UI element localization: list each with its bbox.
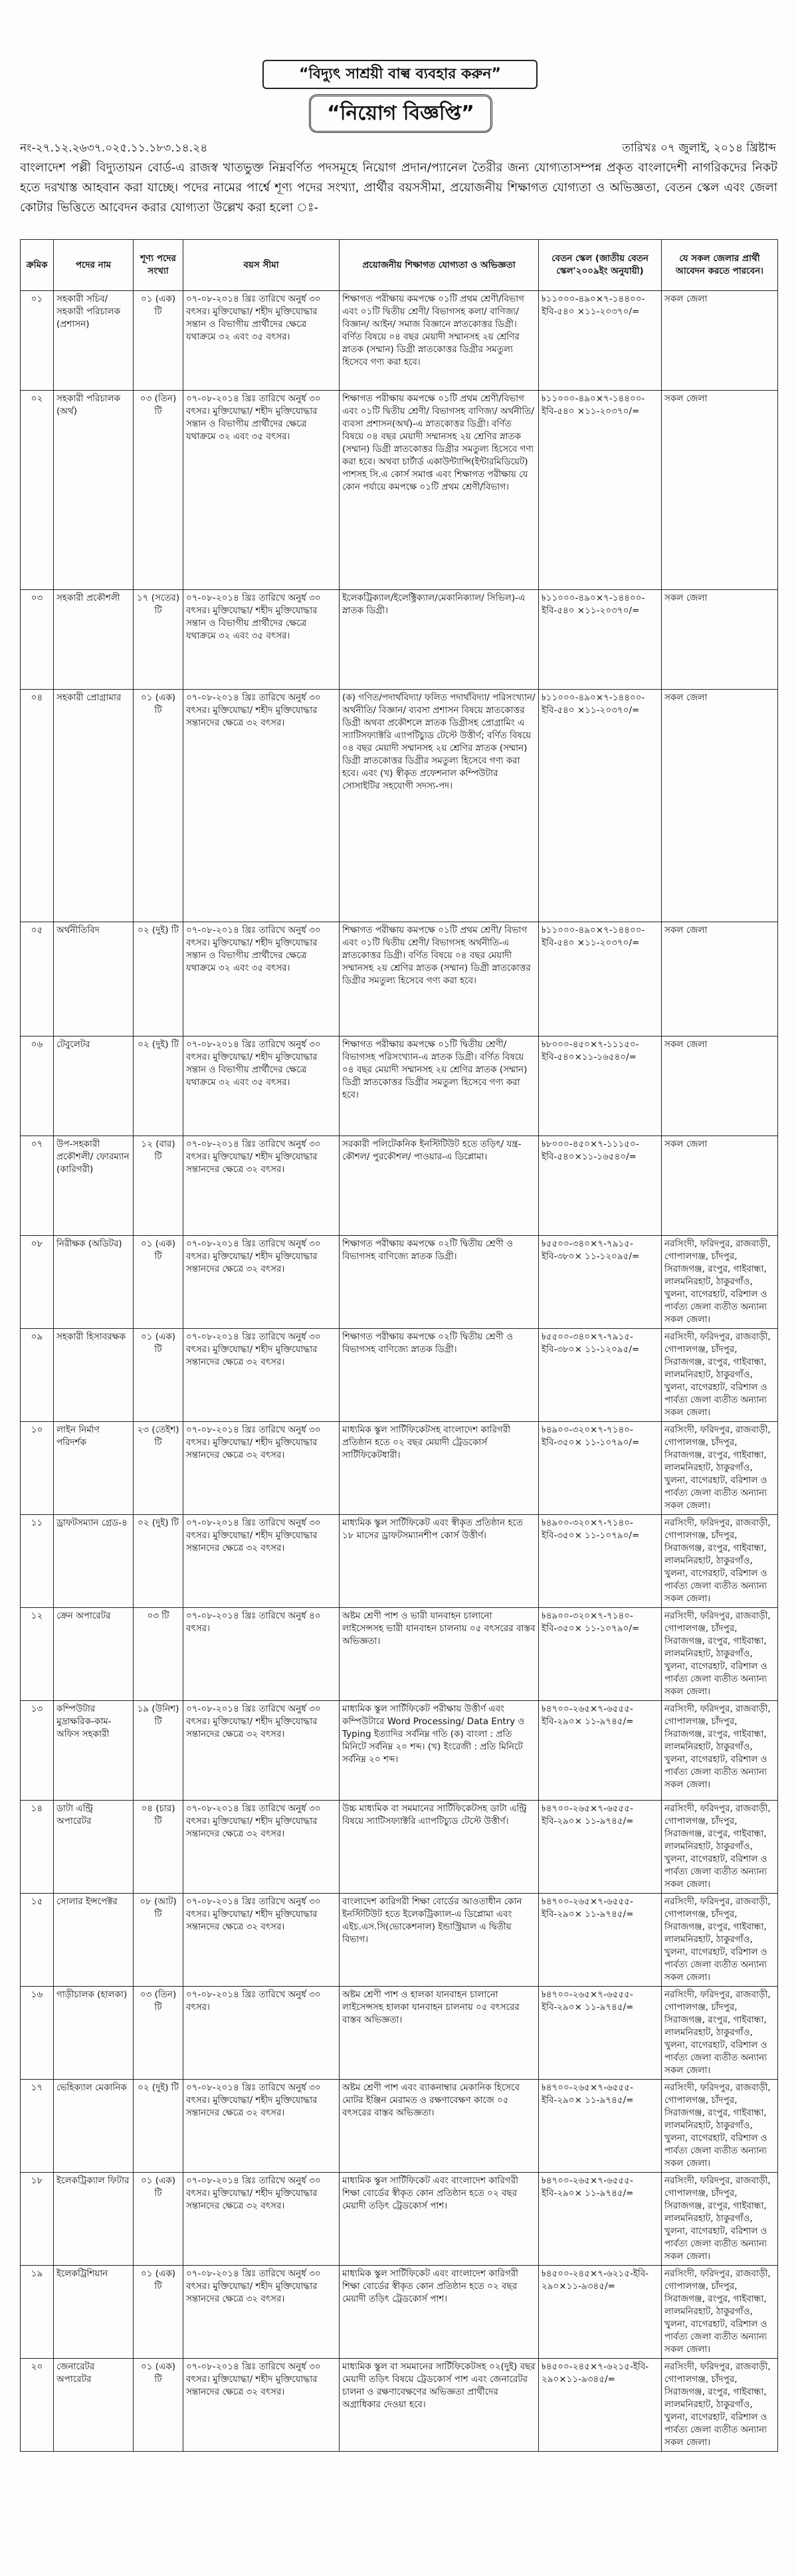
header-age: বয়স সীমা (183, 240, 340, 291)
cell-age: ০৭-০৮-২০১৪ খ্রিঃ তারিখে অনুর্ধ ৩০ বৎসর। মুক্তিযোদ্ধা/ শহীদ মুক্তিযোদ্ধার সন্তানদের ক্ষেত্রে ৩২ বৎসর। (183, 1329, 340, 1422)
cell-vacancy: ০১ (এক) টি (134, 1329, 183, 1422)
table-row (21, 590, 778, 690)
cell-qualification: অষ্টম শ্রেণী পাশ ও হালকা যানবাহন চালানো লাইসেন্সসহ হালকা যানবাহন চালনায় ০৫ বৎসরের বাস্তব অভিজ্ঞতা। (340, 1987, 539, 2080)
cell-scale: ৳৪৯০০-৩২০×৭-৭১৪০-ইবি-৩৫০× ১১-১০৭৯০/= (539, 1515, 662, 1608)
intro-paragraph: বাংলাদেশ পল্লী বিদ্যুতায়ন বোর্ড-এ রাজস্ব খাতভুক্ত নিম্নবর্ণিত পদসমূহে নিয়োগ প্রদান/প্যানেল তৈরীর জন্য যোগ্যতাসম্পন্ন প্রকৃত বাংলাদেশী নাগরিকদের নিকট হতে দরখাস্ত আহবান করা যাচ্ছে। পদের নামের পার্শ্বে শূণ্য পদের সংখ্যা, প্রার্থীর বয়সসীমা, প্রয়োজনীয় শিক্ষাগত যোগ্যতা ও অভিজ্ঞতা, বেতন স্কেল এবং জেলা কোটার ভিত্তিতে আবেদন করার যোগ্যতা উল্লেখ করা হলো ঃ- (20, 161, 777, 215)
cell-qualification: উচ্চ মাধ্যমিক বা সমমানের সার্টিফিকেটসহ ডাটা এন্ট্রি বিষয়ে স্যাটিসফ্যাক্টরি এ্যাপটিচ্যুড টেস্টে উত্তীর্ণ। (340, 1801, 539, 1894)
cell-vacancy: ০২ (দুই) টি (134, 1037, 183, 1136)
table-row (21, 1701, 778, 1801)
cell-district: সকল জেলা (662, 391, 778, 590)
cell-serial: ০৯ (21, 1329, 54, 1422)
cell-district: নরসিংদী, ফরিদপুর, রাজবাড়ী, গোপালগঞ্জ, চাঁদপুর, সিরাজগঞ্জ, রংপুর, গাইবান্ধা, লালমনিরহাট, ঠাকুরগাঁও, খুলনা, বাগেরহাট, বরিশাল ও পার্বত্য জেলা ব্যতীত অন্যান্য সকল জেলা। (662, 1422, 778, 1515)
cell-qualification: মাধ্যমিক স্কুল সার্টিফিকেট এবং স্বীকৃত প্রতিষ্ঠান হতে ১৮ মাসের ড্রাফটসম্যানশীপ কোর্স উত্তীর্ণ। (340, 1515, 539, 1608)
cell-vacancy: ১৯ (উনিশ) টি (134, 1701, 183, 1801)
cell-scale: ৳৪৭০০-২৬৫×৭-৬৫৫৫-ইবি-২৯০× ১১-৯৭৪৫/= (539, 1701, 662, 1801)
slogan-banner: “বিদ্যুৎ সাশ্রয়ী বাল্ব ব্যবহার করুন” (262, 60, 538, 89)
cell-vacancy: ০২ (দুই) টি (134, 922, 183, 1037)
table-row (21, 1037, 778, 1136)
cell-vacancy: ০৮ (আট) টি (134, 1894, 183, 1987)
cell-age: ০৭-০৮-২০১৪ খ্রিঃ তারিখে অনুর্ধ ৩০ বৎসর। মুক্তিযোদ্ধা/ শহীদ মুক্তিযোদ্ধার সন্তানদের ক্ষেত্রে ৩২ বৎসর। (183, 2173, 340, 2266)
cell-scale: ৳৪৭০০-২৬৫×৭-৬৫৫৫-ইবি-২৯০× ১১-৯৭৪৫/= (539, 2080, 662, 2173)
cell-age: ০৭-০৮-২০১৪ খ্রিঃ তারিখে অনুর্ধ ৩০ বৎসর। মুক্তিযোদ্ধা/ শহীদ মুক্তিযোদ্ধার সন্তানদের ক্ষেত্রে ৩২ বৎসর। (183, 1801, 340, 1894)
cell-district: নরসিংদী, ফরিদপুর, রাজবাড়ী, গোপালগঞ্জ, চাঁদপুর, সিরাজগঞ্জ, রংপুর, গাইবান্ধা, লালমনিরহাট, ঠাকুরগাঁও, খুলনা, বাগেরহাট, বরিশাল ও পার্বত্য জেলা ব্যতীত অন্যান্য সকল জেলা। (662, 1801, 778, 1894)
cell-district: নরসিংদী, ফরিদপুর, রাজবাড়ী, গোপালগঞ্জ, চাঁদপুর, সিরাজগঞ্জ, রংপুর, গাইবান্ধা, লালমনিরহাট, ঠাকুরগাঁও, খুলনা, বাগেরহাট, বরিশাল ও পার্বত্য জেলা ব্যতীত অন্যান্য সকল জেলা। (662, 2359, 778, 2452)
cell-post: ডাটা এন্ট্রি অপারেটর (54, 1801, 134, 1894)
table-row (21, 1894, 778, 1987)
cell-post: অর্থনীতিবিদ (54, 922, 134, 1037)
cell-qualification: মাধ্যমিক স্কুল সার্টিফিকেট পরীক্ষায় উত্তীর্ণ এবং কম্পিউটারে Word Processing/ Data Entry ও Typing ইত্যাদির সর্বনিম্ন গতি (ক) বাংলা : প্রতি মিনিটে সর্বনিম্ন ২০ শব্দ। (খ) ইংরেজী : প্রতি মিনিটে সর্বনিম্ন ২০ শব্দ। (340, 1701, 539, 1801)
cell-district: নরসিংদী, ফরিদপুর, রাজবাড়ী, গোপালগঞ্জ, চাঁদপুর, সিরাজগঞ্জ, রংপুর, গাইবান্ধা, লালমনিরহাট, ঠাকুরগাঁও, খুলনা, বাগেরহাট, বরিশাল ও পার্বত্য জেলা ব্যতীত অন্যান্য সকল জেলা। (662, 1329, 778, 1422)
cell-post: লাইন নির্মাণ পরিদর্শক (54, 1422, 134, 1515)
cell-scale: ৳৮০০০-৪৫০×৭-১১১৫০-ইবি-৫৪০×১১-১৬৫৪০/= (539, 1037, 662, 1136)
cell-scale: ৳৪৭০০-২৬৫×৭-৬৫৫৫-ইবি-২৯০× ১১-৯৭৪৫/= (539, 1801, 662, 1894)
cell-scale: ৳৫৫০০-৩৪০×৭-৭৯১৫-ইবি-৩৮০× ১১-১২০৯৫/= (539, 1236, 662, 1329)
cell-post: সহকারী পরিচালক (অর্থ) (54, 391, 134, 590)
cell-age: ০৭-০৮-২০১৪ খ্রিঃ তারিখে অনুর্ধ ৩০ বৎসর। মুক্তিযোদ্ধা/ শহীদ মুক্তিযোদ্ধার সন্তান ও বিভাগীয় প্রার্থীদের ক্ষেত্রে যথাক্রমে ৩২ এবং ৩৫ বৎসর। (183, 590, 340, 690)
cell-serial: ০৪ (21, 690, 54, 922)
cell-serial: ০৫ (21, 922, 54, 1037)
header-qualification: প্রয়োজনীয় শিক্ষাগত যোগ্যতা ও অভিজ্ঞতা (340, 240, 539, 291)
cell-district: নরসিংদী, ফরিদপুর, রাজবাড়ী, গোপালগঞ্জ, চাঁদপুর, সিরাজগঞ্জ, রংপুর, গাইবান্ধা, লালমনিরহাট, ঠাকুরগাঁও, খুলনা, বাগেরহাট, বরিশাল ও পার্বত্য জেলা ব্যতীত অন্যান্য সকল জেলা। (662, 1236, 778, 1329)
cell-serial: ১৯ (21, 2266, 54, 2359)
cell-post: ভেহিক্যাল মেকানিক (54, 2080, 134, 2173)
cell-scale: ৳১১০০০-৪৯০×৭-১৪৪০০-ইবি-৫৪০ ×১১-২০৩৭০/= (539, 922, 662, 1037)
cell-post: জেনারেটর অপারেটর (54, 2359, 134, 2452)
cell-scale: ৳১১০০০-৪৯০×৭-১৪৪০০-ইবি-৫৪০ ×১১-২০৩৭০/= (539, 391, 662, 590)
cell-serial: ১৬ (21, 1987, 54, 2080)
cell-scale: ৳১১০০০-৪৯০×৭-১৪৪০০-ইবি-৫৪০ ×১১-২০৩৭০/= (539, 291, 662, 391)
page-title: “নিয়োগ বিজ্ঞপ্তি” (309, 94, 492, 133)
table-row (21, 391, 778, 590)
cell-qualification: মাধ্যমিক স্কুল সার্টিফিকেটসহ বাংলাদেশ কারিগরী প্রতিষ্ঠান হতে ০২ বছর মেয়াদী ট্রেডকোর্স সার্টিফিকেটধারী। (340, 1422, 539, 1515)
header-post: পদের নাম (54, 240, 134, 291)
table-row (21, 690, 778, 922)
cell-district: সকল জেলা (662, 1037, 778, 1136)
cell-age: ০৭-০৮-২০১৪ খ্রিঃ তারিখে অনুর্ধ ৩০ বৎসর। মুক্তিযোদ্ধা/ শহীদ মুক্তিযোদ্ধার সন্তানদের ক্ষেত্রে ৩২ বৎসর। (183, 1422, 340, 1515)
cell-qualification: ইলেকট্রিক্যাল/ইলেক্ট্রিক্যাল/মেকানিক্যাল/ সিভিল)-এ স্নাতক ডিগ্রী। (340, 590, 539, 690)
cell-age: ০৭-০৮-২০১৪ খ্রিঃ তারিখে অনুর্ধ ৩০ বৎসর। মুক্তিযোদ্ধা/ শহীদ মুক্তিযোদ্ধার সন্তানদের ক্ষেত্রে ৩২ বৎসর। (183, 1236, 340, 1329)
cell-age: ০৭-০৮-২০১৪ খ্রিঃ তারিখে অনুর্ধ ৩০ বৎসর। মুক্তিযোদ্ধা/ শহীদ মুক্তিযোদ্ধার সন্তানদের ক্ষেত্রে ৩২ বৎসর। (183, 2080, 340, 2173)
cell-scale: ৳১১০০০-৪৯০×৭-১৪৪০০-ইবি-৫৪০ ×১১-২০৩৭০/= (539, 590, 662, 690)
cell-serial: ০৬ (21, 1037, 54, 1136)
cell-serial: ১৩ (21, 1701, 54, 1801)
cell-vacancy: ০১ (এক) টি (134, 291, 183, 391)
cell-post: ক্রেন অপারেটর (54, 1608, 134, 1701)
cell-district: সকল জেলা (662, 291, 778, 391)
cell-scale: ৳৪৭০০-২৬৫×৭-৬৫৫৫-ইবি-২৯০× ১১-৯৭৪৫/= (539, 1894, 662, 1987)
issue-date: তারিখঃ ০৭ জুলাই, ২০১৪ খ্রিষ্টাব্দ (622, 142, 776, 155)
cell-scale: ৳৪৯০০-৩২০×৭-৭১৪০-ইবি-৩৫০× ১১-১০৭৯০/= (539, 1608, 662, 1701)
cell-age: ০৭-০৮-২০১৪ খ্রিঃ তারিখে অনুর্ধ ৩০ বৎসর। মুক্তিযোদ্ধা/ শহীদ মুক্তিযোদ্ধার সন্তানদের ক্ষেত্রে ৩২ বৎসর। (183, 690, 340, 922)
cell-post: সহকারী প্রকৌশলী (54, 590, 134, 690)
cell-qualification: (ক) গণিত/পদার্থবিদ্যা/ ফলিত পদার্থবিদ্যা/ পরিসংখ্যান/ অর্থনীতি/ বিজ্ঞান/ ব্যবসা প্রশাসন বিষয়ে স্নাতকোত্তর ডিগ্রী অথবা প্রকৌশলে স্নাতক ডিগ্রীসহ প্রোগ্রামিং এ স্যাটিসফ্যাক্টরি এ্যাপটিচ্যুড টেস্টে উত্তীর্ণ; বর্ণিত বিষয়ে ০৪ বছর মেয়াদী সম্মানসহ ২য় শ্রেণির স্নাতক (সম্মান) ডিগ্রী স্নাতকোত্তর ডিগ্রীর সমতুল্য হিসেবে গণ্য করা হবে। এবং (খ) স্বীকৃত প্রফেশনাল কম্পিউটার সোসাইটির সহযোগী সদস্য-পদ। (340, 690, 539, 922)
cell-serial: ০২ (21, 391, 54, 590)
cell-district: সকল জেলা (662, 922, 778, 1037)
cell-serial: ১২ (21, 1608, 54, 1701)
table-row (21, 1236, 778, 1329)
cell-age: ০৭-০৮-২০১৪ খ্রিঃ তারিখে অনুর্ধ ৩০ বৎসর। মুক্তিযোদ্ধা/ শহীদ মুক্তিযোদ্ধার সন্তানদের ক্ষেত্রে ৩২ বৎসর। (183, 1515, 340, 1608)
table-row (21, 922, 778, 1037)
cell-scale: ৳৫৫০০-৩৪০×৭-৭৯১৫-ইবি-৩৮০× ১১-১২০৯৫/= (539, 1329, 662, 1422)
cell-district: সকল জেলা (662, 590, 778, 690)
cell-age: ০৭-০৮-২০১৪ খ্রিঃ তারিখে অনুর্ধ ৪০ বৎসর। (183, 1608, 340, 1701)
cell-district: সকল জেলা (662, 690, 778, 922)
cell-age: ০৭-০৮-২০১৪ খ্রিঃ তারিখে অনুর্ধ ৩০ বৎসর। মুক্তিযোদ্ধা/ শহীদ মুক্তিযোদ্ধার সন্তানদের ক্ষেত্রে ৩২ বৎসর। (183, 1701, 340, 1801)
cell-post: ড্রাফটসম্যান গ্রেড-৪ (54, 1515, 134, 1608)
cell-vacancy: ১৭ (সতের) টি (134, 590, 183, 690)
cell-vacancy: ১২ (বার) টি (134, 1136, 183, 1236)
cell-serial: ১৭ (21, 2080, 54, 2173)
cell-age: ০৭-০৮-২০১৪ খ্রিঃ তারিখে অনুর্ধ ৩০ বৎসর। মুক্তিযোদ্ধা/ শহীদ মুক্তিযোদ্ধার সন্তান ও বিভাগীয় প্রার্থীদের ক্ষেত্রে যথাক্রমে ৩২ এবং ৩৫ বৎসর। (183, 391, 340, 590)
cell-district: নরসিংদী, ফরিদপুর, রাজবাড়ী, গোপালগঞ্জ, চাঁদপুর, সিরাজগঞ্জ, রংপুর, গাইবান্ধা, লালমনিরহাট, ঠাকুরগাঁও, খুলনা, বাগেরহাট, বরিশাল ও পার্বত্য জেলা ব্যতীত অন্যান্য সকল জেলা। (662, 1987, 778, 2080)
table-row (21, 2173, 778, 2266)
cell-qualification: শিক্ষাগত পরীক্ষায় কমপক্ষে ০২টি দ্বিতীয় শ্রেণী ও বিভাগসহ বাণিজ্যে স্নাতক ডিগ্রী। (340, 1329, 539, 1422)
cell-qualification: শিক্ষাগত পরীক্ষায় কমপক্ষে ০১টি দ্বিতীয় শ্রেণী/ বিভাগসহ পরিসংখ্যান-এ স্নাতক ডিগ্রী। বর্ণিত বিষয়ে ০৪ বছর মেয়াদী সম্মানসহ ২য় শ্রেণির স্নাতক (সম্মান) ডিগ্রী স্নাতকোত্তর ডিগ্রীর সমতুল্য হিসেবে গণ্য করা হবে। (340, 1037, 539, 1136)
table-row (21, 291, 778, 391)
cell-vacancy: ০৩ (তিন) টি (134, 391, 183, 590)
cell-scale: ৳৪৫০০-২৪৫×৭-৬২১৫-ইবি- ২৯০×১১-৯৩৪৫/= (539, 2266, 662, 2359)
cell-post: কম্পিউটার মুদ্রাক্ষরিক-কাম-অফিস সহকারী (54, 1701, 134, 1801)
cell-serial: ০১ (21, 291, 54, 391)
cell-scale: ৳৮০০০-৪৫০×৭-১১১৫০-ইবি-৫৪০×১১-১৬৫৪০/= (539, 1136, 662, 1236)
cell-serial: ১৫ (21, 1894, 54, 1987)
cell-post: গাড়ীচালক (হালকা) (54, 1987, 134, 2080)
cell-serial: ০৭ (21, 1136, 54, 1236)
cell-scale: ৳৪৭০০-২৬৫×৭-৬৫৫৫-ইবি-২৯০× ১১-৯৭৪৫/= (539, 2173, 662, 2266)
header-serial: ক্রমিক (21, 240, 54, 291)
cell-vacancy: ০১ (এক) টি (134, 2173, 183, 2266)
cell-age: ০৭-০৮-২০১৪ খ্রিঃ তারিখে অনুর্ধ ৩০ বৎসর। মুক্তিযোদ্ধা/ শহীদ মুক্তিযোদ্ধার সন্তান ও বিভাগীয় প্রার্থীদের ক্ষেত্রে যথাক্রমে ৩২ এবং ৩৫ বৎসর। (183, 1037, 340, 1136)
cell-district: সকল জেলা (662, 1136, 778, 1236)
cell-age: ০৭-০৮-২০১৪ খ্রিঃ তারিখে অনুর্ধ ৩০ বৎসর। মুক্তিযোদ্ধা/ শহীদ মুক্তিযোদ্ধার সন্তান ও বিভাগীয় প্রার্থীদের ক্ষেত্রে যথাক্রমে ৩২ এবং ৩৫ বৎসর। (183, 291, 340, 391)
cell-age: ০৭-০৮-২০১৪ খ্রিঃ তারিখে অনুর্ধ ৩০ বৎসর। মুক্তিযোদ্ধা/ শহীদ মুক্তিযোদ্ধার সন্তানদের ক্ষেত্রে ৩২ বৎসর। (183, 1136, 340, 1236)
cell-vacancy: ০২ (দুই) টি (134, 1515, 183, 1608)
cell-qualification: বাংলাদেশ কারিগরী শিক্ষা বোর্ডের আওতাধীন কোন ইনস্টিটিউট হতে ইলেকট্রিক্যাল-এ ডিপ্লোমা এবং এইচ.এস.সি(ভোকেশনাল) ইন্ডাস্ট্রিয়াল এ দ্বিতীয় বিভাগ। (340, 1894, 539, 1987)
cell-qualification: সরকারী পলিটেকনিক ইনস্টিটিউট হতে তড়িৎ/ যন্ত্র-কৌশল/ পুরকৌশল/ পাওয়ার-এ ডিপ্লোমা। (340, 1136, 539, 1236)
cell-vacancy: ০৩ টি (134, 1608, 183, 1701)
table-row (21, 1987, 778, 2080)
cell-serial: ১৮ (21, 2173, 54, 2266)
cell-qualification: মাধ্যমিক স্কুল সার্টিফিকেট এবং বাংলাদেশ কারিগরী শিক্ষা বোর্ডের স্বীকৃত কোন প্রতিষ্ঠান হতে ০২ বছর মেয়াদী তড়িৎ ট্রেডকোর্স পাশ। (340, 2266, 539, 2359)
cell-post: ইলেকট্রিশিয়ান (54, 2266, 134, 2359)
cell-post: সহকারী প্রোগ্রামার (54, 690, 134, 922)
cell-qualification: মাধ্যমিক স্কুল সার্টিফিকেট এবং বাংলাদেশ কারিগরী শিক্ষা বোর্ডের স্বীকৃত কোন প্রতিষ্ঠান হতে ০২ বছর মেয়াদী তড়িৎ ট্রেডকোর্স পাশ। (340, 2173, 539, 2266)
cell-qualification: মাধ্যমিক স্কুল বা সমমানের সার্টিফিকেটসহ ০২(দুই) বছর মেয়াদী তড়িৎ বিষয়ে ট্রেডকোর্স পাশ এবং জেনারেটর চালনা ও রক্ষণাবেক্ষণের অভিজ্ঞতা প্রার্থীদের অগ্রাধিকার দেওয়া হবে। (340, 2359, 539, 2452)
table-row (21, 2359, 778, 2452)
table-row (21, 1608, 778, 1701)
table-row (21, 1329, 778, 1422)
cell-serial: ১০ (21, 1422, 54, 1515)
cell-scale: ৳৪৯০০-৩২০×৭-৭১৪০-ইবি-৩৫০× ১১-১০৭৯০/= (539, 1422, 662, 1515)
header-scale: বেতন স্কেল (জাতীয় বেতন স্কেল'২০০৯ইং অনুযায়ী) (539, 240, 662, 291)
cell-vacancy: ০২ (দুই) টি (134, 2080, 183, 2173)
table-header-row (21, 240, 778, 291)
cell-district: নরসিংদী, ফরিদপুর, রাজবাড়ী, গোপালগঞ্জ, চাঁদপুর, সিরাজগঞ্জ, রংপুর, গাইবান্ধা, লালমনিরহাট, ঠাকুরগাঁও, খুলনা, বাগেরহাট, বরিশাল ও পার্বত্য জেলা ব্যতীত অন্যান্য সকল জেলা। (662, 2266, 778, 2359)
memo-number: নং-২৭.১২.২৬৩৭.০২৫.১১.১৮৩.১৪.২৪ (20, 142, 208, 155)
cell-post: সোলার ইন্সপেক্টর (54, 1894, 134, 1987)
cell-post: উপ-সহকারী প্রকৌশলী/ ফোরম্যান (কারিগরী) (54, 1136, 134, 1236)
cell-district: নরসিংদী, ফরিদপুর, রাজবাড়ী, গোপালগঞ্জ, চাঁদপুর, সিরাজগঞ্জ, রংপুর, গাইবান্ধা, লালমনিরহাট, ঠাকুরগাঁও, খুলনা, বাগেরহাট, বরিশাল ও পার্বত্য জেলা ব্যতীত অন্যান্য সকল জেলা। (662, 1701, 778, 1801)
cell-post: সহকারী হিসাবরক্ষক (54, 1329, 134, 1422)
table-row (21, 1136, 778, 1236)
cell-vacancy: ০১ (এক) টি (134, 1236, 183, 1329)
cell-age: ০৭-০৮-২০১৪ খ্রিঃ তারিখে অনুর্ধ ৩০ বৎসর। মুক্তিযোদ্ধা/ শহীদ মুক্তিযোদ্ধার সন্তান ও বিভাগীয় প্রার্থীদের ক্ষেত্রে যথাক্রমে ৩২ এবং ৩৫ বৎসর। (183, 922, 340, 1037)
vacancy-table (20, 239, 778, 2452)
table-row (21, 2266, 778, 2359)
cell-post: নিরীক্ষক (অডিটর) (54, 1236, 134, 1329)
cell-qualification: শিক্ষাগত পরীক্ষায় কমপক্ষে ০১টি প্রথম শ্রেণী/ বিভাগ এবং ০১টি দ্বিতীয় শ্রেণী/ বিভাগসহ অর্থনীতি-এ স্নাতকোত্তর ডিগ্রী। বর্ণিত বিষয়ে ০৪ বছর মেয়াদী সম্মানসহ ২য় শ্রেণির স্নাতক (সম্মান) ডিগ্রী স্নাতকোত্তর ডিগ্রীর সমতুল্য হিসেবে গণ্য করা হবে। (340, 922, 539, 1037)
cell-age: ০৭-০৮-২০১৪ খ্রিঃ তারিখে অনুর্ধ ৩০ বৎসর। (183, 1987, 340, 2080)
table-row (21, 1422, 778, 1515)
cell-vacancy: ০১ (এক) টি (134, 690, 183, 922)
cell-vacancy: ০৩ (তিন) টি (134, 1987, 183, 2080)
cell-scale: ৳৪৭০০-২৬৫×৭-৬৫৫৫-ইবি-২৯০× ১১-৯৭৪৫/= (539, 1987, 662, 2080)
cell-age: ০৭-০৮-২০১৪ খ্রিঃ তারিখে অনুর্ধ ৩০ বৎসর। মুক্তিযোদ্ধা/ শহীদ মুক্তিযোদ্ধার সন্তানদের ক্ষেত্রে ৩২ বৎসর। (183, 1894, 340, 1987)
cell-vacancy: ০১ (এক) টি (134, 2359, 183, 2452)
cell-scale: ৳৪৫০০-২৪৫×৭-৬২১৫-ইবি- ২৯০×১১-৯৩৪৫/= (539, 2359, 662, 2452)
cell-vacancy: ০১ (এক) টি (134, 2266, 183, 2359)
table-row (21, 1515, 778, 1608)
cell-district: নরসিংদী, ফরিদপুর, রাজবাড়ী, গোপালগঞ্জ, চাঁদপুর, সিরাজগঞ্জ, রংপুর, গাইবান্ধা, লালমনিরহাট, ঠাকুরগাঁও, খুলনা, বাগেরহাট, বরিশাল ও পার্বত্য জেলা ব্যতীত অন্যান্য সকল জেলা। (662, 2080, 778, 2173)
cell-scale: ৳১১০০০-৪৯০×৭-১৪৪০০-ইবি-৫৪০ ×১১-২০৩৭০/= (539, 690, 662, 922)
cell-serial: ২০ (21, 2359, 54, 2452)
cell-serial: ১১ (21, 1515, 54, 1608)
cell-age: ০৭-০৮-২০১৪ খ্রিঃ তারিখে অনুর্ধ ৩০ বৎসর। মুক্তিযোদ্ধা/ শহীদ মুক্তিযোদ্ধার সন্তানদের ক্ষেত্রে ৩২ বৎসর। (183, 2266, 340, 2359)
cell-serial: ০৮ (21, 1236, 54, 1329)
cell-age: ০৭-০৮-২০১৪ খ্রিঃ তারিখে অনুর্ধ ৩০ বৎসর। মুক্তিযোদ্ধা/ শহীদ মুক্তিযোদ্ধার সন্তানদের ক্ষেত্রে ৩২ বৎসর। (183, 2359, 340, 2452)
cell-qualification: শিক্ষাগত পরীক্ষায় কমপক্ষে ০১টি প্রথম শ্রেণী/বিভাগ এবং ০১টি দ্বিতীয় শ্রেণী/ বিভাগসহ বাণিজ্য/ অর্থনীতি/ ব্যবসা প্রশাসন(অর্থ)-এ স্নাতকোত্তর ডিগ্রী। বর্ণিত বিষয়ে ০৪ বছর মেয়াদী সম্মানসহ ২য় শ্রেণির স্নাতক (সম্মান) ডিগ্রী স্নাতকোত্তর ডিগ্রীর সমতুল্য হিসেবে গণ্য করা হবে। অথবা চার্টার্ড একাউন্ট্যান্সি(ইন্টারমিডিয়েট) পাশসহ সি.এ কোর্স সমাপ্ত এবং শিক্ষাগত পরীক্ষায় যে কোন পর্যায়ে কমপক্ষে ০১টি প্রথম শ্রেণী/বিভাগ। (340, 391, 539, 590)
cell-vacancy: ২৩ (তেইশ) টি (134, 1422, 183, 1515)
cell-qualification: অষ্টম শ্রেণী পাশ ও ভারী যানবাহন চালানো লাইসেন্সসহ ভারী যানবাহন চালনায় ০৫ বৎসরের বাস্তব অভিজ্ঞতা। (340, 1608, 539, 1701)
cell-qualification: শিক্ষাগত পরীক্ষায় কমপক্ষে ০১টি প্রথম শ্রেণী/বিভাগ এবং ০১টি দ্বিতীয় শ্রেণী/ বিভাগসহ কলা/ বাণিজ্য/ বিজ্ঞান/ আইন/ সমাজ বিজ্ঞানে স্নাতকোত্তর ডিগ্রী। বর্ণিত বিষয়ে ০৪ বছর মেয়াদী সম্মানসহ ২য় শ্রেণির স্নাতক (সম্মান) ডিগ্রী স্নাতকোত্তর ডিগ্রীর সমতুল্য হিসেবে গণ্য করা হবে। (340, 291, 539, 391)
cell-serial: ১৪ (21, 1801, 54, 1894)
cell-district: নরসিংদী, ফরিদপুর, রাজবাড়ী, গোপালগঞ্জ, চাঁদপুর, সিরাজগঞ্জ, রংপুর, গাইবান্ধা, লালমনিরহাট, ঠাকুরগাঁও, খুলনা, বাগেরহাট, বরিশাল ও পার্বত্য জেলা ব্যতীত অন্যান্য সকল জেলা। (662, 1894, 778, 1987)
cell-serial: ০৩ (21, 590, 54, 690)
cell-district: নরসিংদী, ফরিদপুর, রাজবাড়ী, গোপালগঞ্জ, চাঁদপুর, সিরাজগঞ্জ, রংপুর, গাইবান্ধা, লালমনিরহাট, ঠাকুরগাঁও, খুলনা, বাগেরহাট, বরিশাল ও পার্বত্য জেলা ব্যতীত অন্যান্য সকল জেলা। (662, 2173, 778, 2266)
cell-qualification: শিক্ষাগত পরীক্ষায় কমপক্ষে ০২টি দ্বিতীয় শ্রেণী ও বিভাগসহ বাণিজ্যে স্নাতক ডিগ্রী। (340, 1236, 539, 1329)
cell-post: টেবুলেটর (54, 1037, 134, 1136)
header-district: যে সকল জেলার প্রার্থী আবেদন করতে পারবেন। (662, 240, 778, 291)
cell-vacancy: ০৪ (চার) টি (134, 1801, 183, 1894)
header-vacancy: শূণ্য পদের সংখ্যা (134, 240, 183, 291)
table-row (21, 1801, 778, 1894)
cell-qualification: অষ্টম শ্রেণী পাশ এবং ব্যাকনাম্বার মেকানিক হিসেবে মোটর ইঞ্জিন মেরামত ও রক্ষণাবেক্ষণ কাজে ০৫ বৎসরের বাস্তব অভিজ্ঞতা। (340, 2080, 539, 2173)
cell-post: সহকারী সচিব/ সহকারী পরিচালক (প্রশাসন) (54, 291, 134, 391)
cell-district: নরসিংদী, ফরিদপুর, রাজবাড়ী, গোপালগঞ্জ, চাঁদপুর, সিরাজগঞ্জ, রংপুর, গাইবান্ধা, লালমনিরহাট, ঠাকুরগাঁও, খুলনা, বাগেরহাট, বরিশাল ও পার্বত্য জেলা ব্যতীত অন্যান্য সকল জেলা। (662, 1608, 778, 1701)
table-row (21, 2080, 778, 2173)
cell-district: নরসিংদী, ফরিদপুর, রাজবাড়ী, গোপালগঞ্জ, চাঁদপুর, সিরাজগঞ্জ, রংপুর, গাইবান্ধা, লালমনিরহাট, ঠাকুরগাঁও, খুলনা, বাগেরহাট, বরিশাল ও পার্বত্য জেলা ব্যতীত অন্যান্য সকল জেলা। (662, 1515, 778, 1608)
cell-post: ইলেকট্রিক্যাল ফিটার (54, 2173, 134, 2266)
